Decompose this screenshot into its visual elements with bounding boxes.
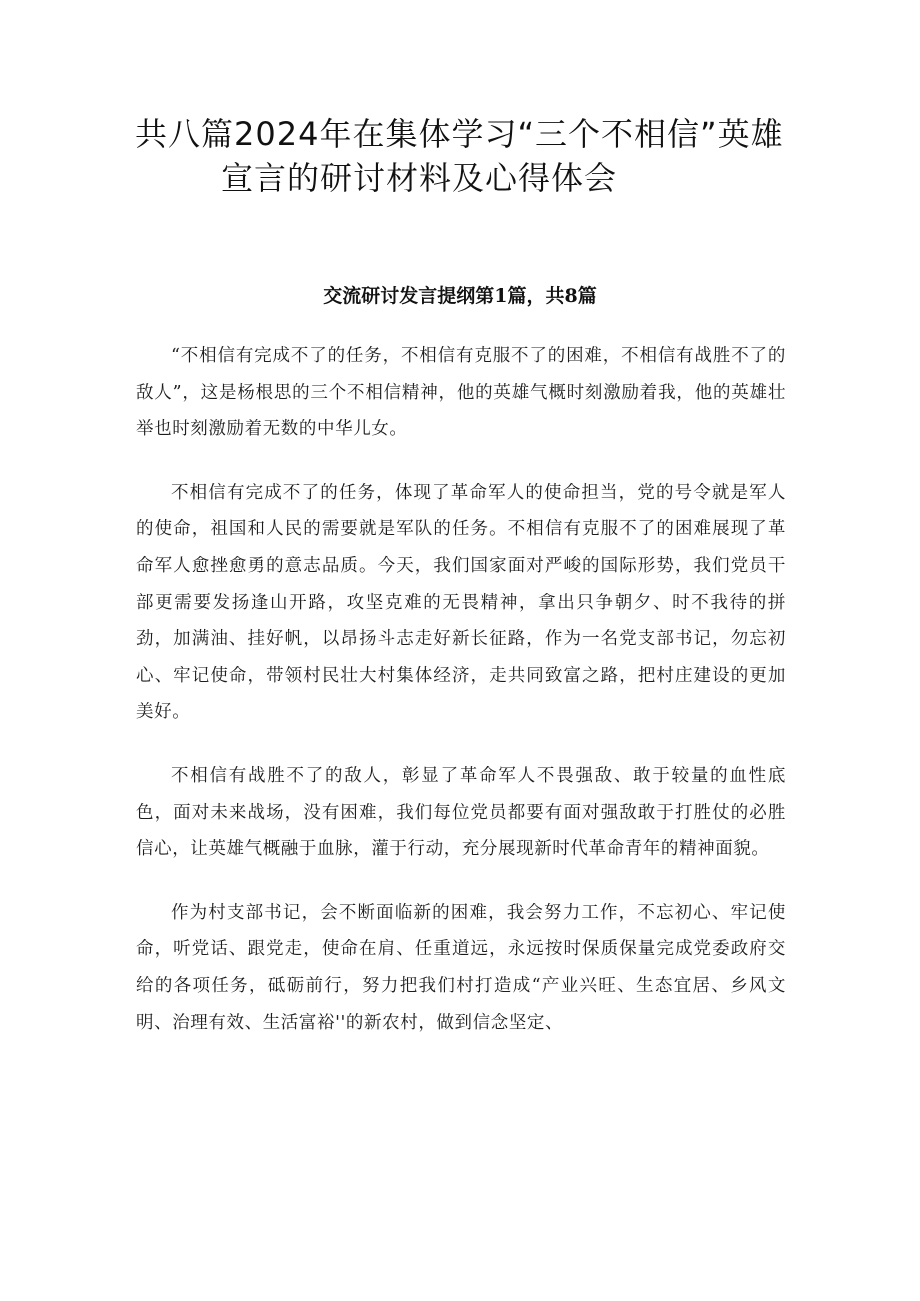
title-line-2: 宣言的研讨材料及心得体会 [221, 159, 618, 197]
paragraph-4: 作为村支部书记，会不断面临新的困难，我会努力工作，不忘初心、牢记使命，听党话、跟党走，使命在肩、任重道远，永远按时保质保量完成党委政府交给的各项任务，砥砺前行，努力把我们村打造成“产业兴旺、生态宜居、乡风文明、治理有效、生活富裕''的新农村，做到信念坚定、 [136, 902, 786, 1033]
document-body [136, 338, 786, 1068]
title-line-1: 共八篇2024年在集体学习“三个不相信”英雄 [135, 115, 784, 153]
paragraph-1: “不相信有完成不了的任务，不相信有克服不了的困难，不相信有战胜不了的敌人”，这是杨根思的三个不相信精神，他的英雄气概时刻激励着我，他的英雄壮举也时刻激励着无数的中华儿女。 [136, 346, 786, 440]
section-subtitle: 交流研讨发言提纲第1篇，共8篇 [323, 285, 597, 307]
paragraph-3: 不相信有战胜不了的敌人，彰显了革命军人不畏强敌、敢于较量的血性底色，面对未来战场，没有困难，我们每位党员都要有面对强敌敢于打胜仗的必胜信心，让英雄气概融于血脉，灌于行动，充分展现新时代革命青年的精神面貌。 [136, 765, 786, 860]
document-title [135, 112, 795, 200]
paragraph-2: 不相信有完成不了的任务，体现了革命军人的使命担当，党的号令就是军人的使命，祖国和人民的需要就是军队的任务。不相信有克服不了的困难展现了革命军人愈挫愈勇的意志品质。今天，我们国家面对严峻的国际形势，我们党员干部更需要发扬逢山开路，攻坚克难的无畏精神，拿出只争朝夕、时不我待的拼劲，加满油、挂好帆，以昂扬斗志走好新长征路，作为一名党支部书记，勿忘初心、牢记使命，带领村民壮大村集体经济，走共同致富之路，把村庄建设的更加美好。 [136, 482, 786, 723]
